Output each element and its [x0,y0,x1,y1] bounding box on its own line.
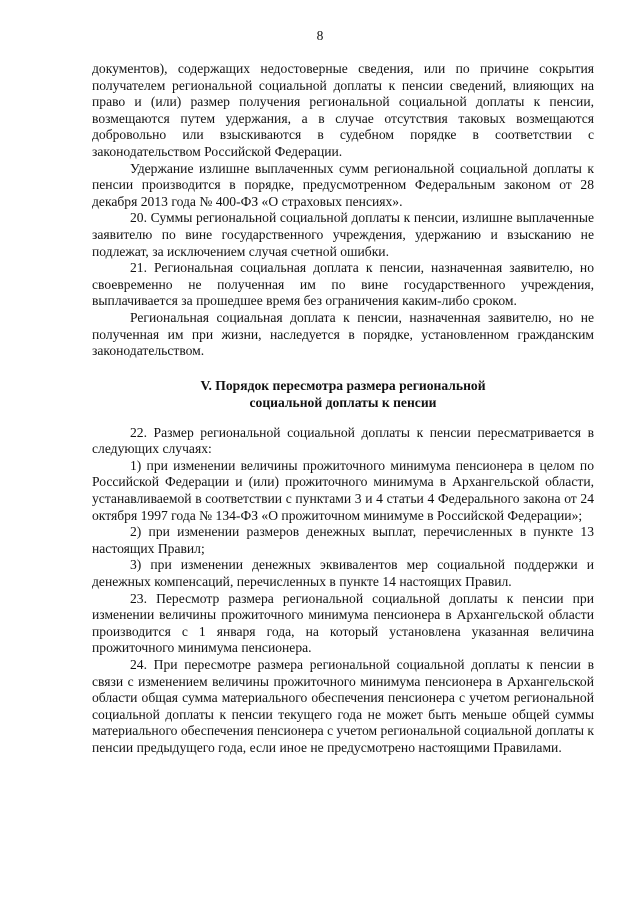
paragraph-inheritance: Региональная социальная доплата к пенсии, назначенная заявителю, но не полученная им при жизни, наследуется в порядке, установленном гражданским законодательством. [92,309,594,359]
paragraph-item-23: 23. Пересмотр размера региональной социальной доплаты к пенсии при изменении величины прожиточного минимума пенсионера в Архангельской области производится с 1 января года, на который установлена указанная величина прожиточного минимума пенсионера. [92,590,594,656]
paragraph-continuation: документов), содержащих недостоверные сведения, или по причине сокрытия получателем региональной социальной доплаты к пенсии сведений, влияющих на право и (или) размер получения региональной социальной доплаты к пенсии, возмещаются путем удержания, а в случае отсутствия таковых возмещаются добровольно или взыскиваются в судебном порядке в соответствии с законодательством Российской Федерации. [92,61,594,159]
page-number: 8 [316,28,324,43]
paragraph-item-21: 21. Региональная социальная доплата к пенсии, назначенная заявителю, но своевременно не полученная им по вине государственного учреждения, выплачивается за прошедшее время без ограничения каким-либо сроком. [92,260,594,309]
list-item-2: 2) при изменении размеров денежных выплат, перечисленных в пункте 13 настоящих Правил; [92,524,594,556]
paragraph-item-24: 24. При пересмотре размера региональной социальной доплаты к пенсии в связи с изменением величины прожиточного минимума пенсионера в Архангельской области общая сумма материального обеспечения пенсионера с учетом региональной социальной доплаты к пенсии текущего года не может быть меньше общей суммы материального обеспечения пенсионера с учетом региональной социальной доплаты к пенсии предыдущего года, если иное не предусмотрено настоящими Правилами. [92,657,594,755]
document-body [92,61,594,757]
section-heading-line-1: V. Порядок пересмотра размера региональной [200,377,486,393]
paragraph-item-20: 20. Суммы региональной социальной доплаты к пенсии, излишне выплаченные заявителю по вине государственного учреждения, удержанию и взысканию не подлежат, за исключением случая счетной ошибки. [92,210,594,259]
section-heading [92,377,594,411]
section-heading-line-2: социальной доплаты к пенсии [249,394,437,410]
paragraph-item-22: 22. Размер региональной социальной доплаты к пенсии пересматривается в следующих случаях: [92,424,594,457]
paragraph-overpayment-deduction: Удержание излишне выплаченных сумм региональной социальной доплаты к пенсии производится в порядке, предусмотренном Федеральным законом от 28 декабря 2013 года № 400-ФЗ «О страховых пенсиях». [92,160,594,209]
list-item-1: 1) при изменении величины прожиточного минимума пенсионера в целом по Российской Федерации и (или) прожиточного минимума в Архангельской области, устанавливаемой в соответствии с пунктами 3 и 4 статьи 4 Федерального закона от 24 октября 1997 года № 134-ФЗ «О прожиточном минимуме в Российской Федерации»; [92,457,594,523]
list-item-3: 3) при изменении денежных эквивалентов мер социальной поддержки и денежных компенсаций, перечисленных в пункте 14 настоящих Правил. [92,557,594,590]
